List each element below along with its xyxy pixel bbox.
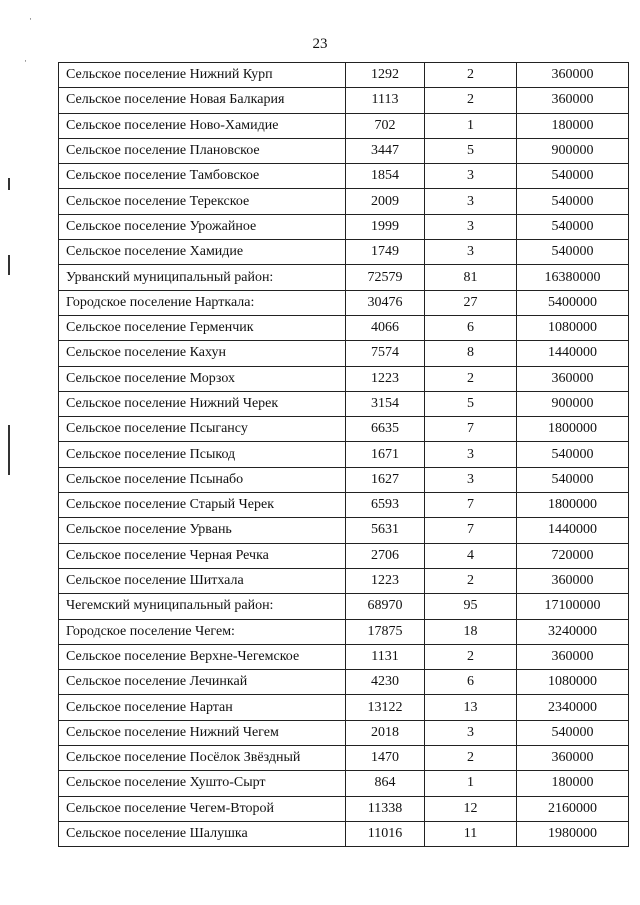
count-cell: 2	[425, 746, 517, 771]
settlement-name: Сельское поселение Посёлок Звёздный	[59, 746, 346, 771]
amount-cell: 540000	[517, 442, 629, 467]
population-cell: 1292	[346, 63, 425, 88]
population-cell: 2018	[346, 720, 425, 745]
settlement-name: Сельское поселение Нартан	[59, 695, 346, 720]
count-cell: 27	[425, 290, 517, 315]
count-cell: 13	[425, 695, 517, 720]
amount-cell: 1440000	[517, 341, 629, 366]
population-cell: 1131	[346, 644, 425, 669]
table-row	[59, 164, 629, 189]
count-cell: 2	[425, 63, 517, 88]
amount-cell: 1800000	[517, 417, 629, 442]
population-cell: 4230	[346, 670, 425, 695]
table-row	[59, 417, 629, 442]
settlement-name: Сельское поселение Новая Балкария	[59, 88, 346, 113]
table-row	[59, 442, 629, 467]
population-cell: 1627	[346, 467, 425, 492]
table-row	[59, 594, 629, 619]
table-row	[59, 746, 629, 771]
settlement-name: Сельское поселение Шитхала	[59, 568, 346, 593]
amount-cell: 540000	[517, 164, 629, 189]
amount-cell: 1440000	[517, 518, 629, 543]
scan-margin-mark	[8, 178, 10, 190]
count-cell: 4	[425, 543, 517, 568]
table-row	[59, 63, 629, 88]
amount-cell: 540000	[517, 467, 629, 492]
population-cell: 1671	[346, 442, 425, 467]
count-cell: 3	[425, 214, 517, 239]
settlement-name: Сельское поселение Шалушка	[59, 821, 346, 846]
settlement-name: Сельское поселение Верхне-Чегемское	[59, 644, 346, 669]
count-cell: 1	[425, 113, 517, 138]
table-row	[59, 568, 629, 593]
count-cell: 3	[425, 240, 517, 265]
count-cell: 95	[425, 594, 517, 619]
population-cell: 1470	[346, 746, 425, 771]
population-cell: 1223	[346, 366, 425, 391]
settlement-name: Чегемский муниципальный район:	[59, 594, 346, 619]
count-cell: 7	[425, 518, 517, 543]
population-cell: 5631	[346, 518, 425, 543]
scan-speck: ·	[29, 14, 32, 24]
population-cell: 11338	[346, 796, 425, 821]
settlement-name: Сельское поселение Нижний Черек	[59, 391, 346, 416]
settlement-name: Сельское поселение Урожайное	[59, 214, 346, 239]
amount-cell: 5400000	[517, 290, 629, 315]
amount-cell: 1080000	[517, 670, 629, 695]
count-cell: 8	[425, 341, 517, 366]
table-row	[59, 214, 629, 239]
table-row	[59, 265, 629, 290]
settlement-name: Сельское поселение Хамидие	[59, 240, 346, 265]
table-row	[59, 113, 629, 138]
amount-cell: 360000	[517, 568, 629, 593]
count-cell: 3	[425, 442, 517, 467]
amount-cell: 360000	[517, 366, 629, 391]
table-row	[59, 518, 629, 543]
table-row	[59, 695, 629, 720]
amount-cell: 540000	[517, 189, 629, 214]
count-cell: 2	[425, 568, 517, 593]
amount-cell: 720000	[517, 543, 629, 568]
settlements-table	[58, 62, 629, 847]
amount-cell: 16380000	[517, 265, 629, 290]
amount-cell: 360000	[517, 88, 629, 113]
amount-cell: 3240000	[517, 619, 629, 644]
table-row	[59, 821, 629, 846]
population-cell: 864	[346, 771, 425, 796]
settlement-name: Сельское поселение Морзох	[59, 366, 346, 391]
population-cell: 11016	[346, 821, 425, 846]
scan-speck: ·	[24, 56, 27, 66]
table-row	[59, 467, 629, 492]
settlement-name: Сельское поселение Старый Черек	[59, 493, 346, 518]
population-cell: 6635	[346, 417, 425, 442]
table-row	[59, 290, 629, 315]
population-cell: 702	[346, 113, 425, 138]
amount-cell: 1080000	[517, 315, 629, 340]
amount-cell: 2340000	[517, 695, 629, 720]
settlement-name: Городское поселение Чегем:	[59, 619, 346, 644]
population-cell: 1113	[346, 88, 425, 113]
table-row	[59, 771, 629, 796]
table-row	[59, 341, 629, 366]
settlement-name: Сельское поселение Чегем-Второй	[59, 796, 346, 821]
amount-cell: 540000	[517, 240, 629, 265]
settlement-name: Сельское поселение Нижний Курп	[59, 63, 346, 88]
settlement-name: Сельское поселение Псыкод	[59, 442, 346, 467]
count-cell: 81	[425, 265, 517, 290]
settlement-name: Сельское поселение Урвань	[59, 518, 346, 543]
settlement-name: Сельское поселение Терекское	[59, 189, 346, 214]
settlement-name: Сельское поселение Ново-Хамидие	[59, 113, 346, 138]
scan-margin-mark	[8, 255, 10, 275]
population-cell: 68970	[346, 594, 425, 619]
population-cell: 3447	[346, 138, 425, 163]
amount-cell: 540000	[517, 720, 629, 745]
settlement-name: Сельское поселение Герменчик	[59, 315, 346, 340]
count-cell: 12	[425, 796, 517, 821]
amount-cell: 360000	[517, 63, 629, 88]
settlement-name: Сельское поселение Черная Речка	[59, 543, 346, 568]
population-cell: 3154	[346, 391, 425, 416]
page-number: 23	[312, 36, 328, 52]
settlement-name: Сельское поселение Тамбовское	[59, 164, 346, 189]
population-cell: 13122	[346, 695, 425, 720]
count-cell: 3	[425, 164, 517, 189]
table-row	[59, 796, 629, 821]
count-cell: 3	[425, 189, 517, 214]
count-cell: 6	[425, 670, 517, 695]
amount-cell: 900000	[517, 138, 629, 163]
table-row	[59, 670, 629, 695]
amount-cell: 180000	[517, 771, 629, 796]
population-cell: 2009	[346, 189, 425, 214]
scan-margin-mark	[8, 425, 10, 475]
table-row	[59, 493, 629, 518]
table-row	[59, 366, 629, 391]
table-row	[59, 315, 629, 340]
population-cell: 4066	[346, 315, 425, 340]
amount-cell: 2160000	[517, 796, 629, 821]
count-cell: 1	[425, 771, 517, 796]
settlement-name: Городское поселение Нарткала:	[59, 290, 346, 315]
population-cell: 6593	[346, 493, 425, 518]
count-cell: 2	[425, 88, 517, 113]
count-cell: 7	[425, 417, 517, 442]
population-cell: 7574	[346, 341, 425, 366]
count-cell: 2	[425, 644, 517, 669]
table-row	[59, 88, 629, 113]
table-row	[59, 543, 629, 568]
count-cell: 3	[425, 720, 517, 745]
table-row	[59, 138, 629, 163]
settlement-name: Сельское поселение Нижний Чегем	[59, 720, 346, 745]
settlement-name: Урванский муниципальный район:	[59, 265, 346, 290]
amount-cell: 180000	[517, 113, 629, 138]
table-row	[59, 644, 629, 669]
population-cell: 17875	[346, 619, 425, 644]
amount-cell: 900000	[517, 391, 629, 416]
count-cell: 2	[425, 366, 517, 391]
population-cell: 72579	[346, 265, 425, 290]
population-cell: 1999	[346, 214, 425, 239]
population-cell: 2706	[346, 543, 425, 568]
settlement-name: Сельское поселение Кахун	[59, 341, 346, 366]
settlement-name: Сельское поселение Лечинкай	[59, 670, 346, 695]
count-cell: 7	[425, 493, 517, 518]
table-row	[59, 619, 629, 644]
amount-cell: 360000	[517, 644, 629, 669]
count-cell: 5	[425, 138, 517, 163]
amount-cell: 1800000	[517, 493, 629, 518]
population-cell: 1749	[346, 240, 425, 265]
settlement-name: Сельское поселение Псынабо	[59, 467, 346, 492]
settlement-name: Сельское поселение Плановское	[59, 138, 346, 163]
population-cell: 30476	[346, 290, 425, 315]
settlement-name: Сельское поселение Псыгансу	[59, 417, 346, 442]
settlement-name: Сельское поселение Хушто-Сырт	[59, 771, 346, 796]
table-row	[59, 240, 629, 265]
count-cell: 6	[425, 315, 517, 340]
amount-cell: 17100000	[517, 594, 629, 619]
table-row	[59, 189, 629, 214]
population-cell: 1854	[346, 164, 425, 189]
amount-cell: 540000	[517, 214, 629, 239]
amount-cell: 360000	[517, 746, 629, 771]
table-row	[59, 720, 629, 745]
count-cell: 5	[425, 391, 517, 416]
population-cell: 1223	[346, 568, 425, 593]
count-cell: 11	[425, 821, 517, 846]
table-body	[59, 63, 629, 847]
count-cell: 3	[425, 467, 517, 492]
table-row	[59, 391, 629, 416]
count-cell: 18	[425, 619, 517, 644]
amount-cell: 1980000	[517, 821, 629, 846]
